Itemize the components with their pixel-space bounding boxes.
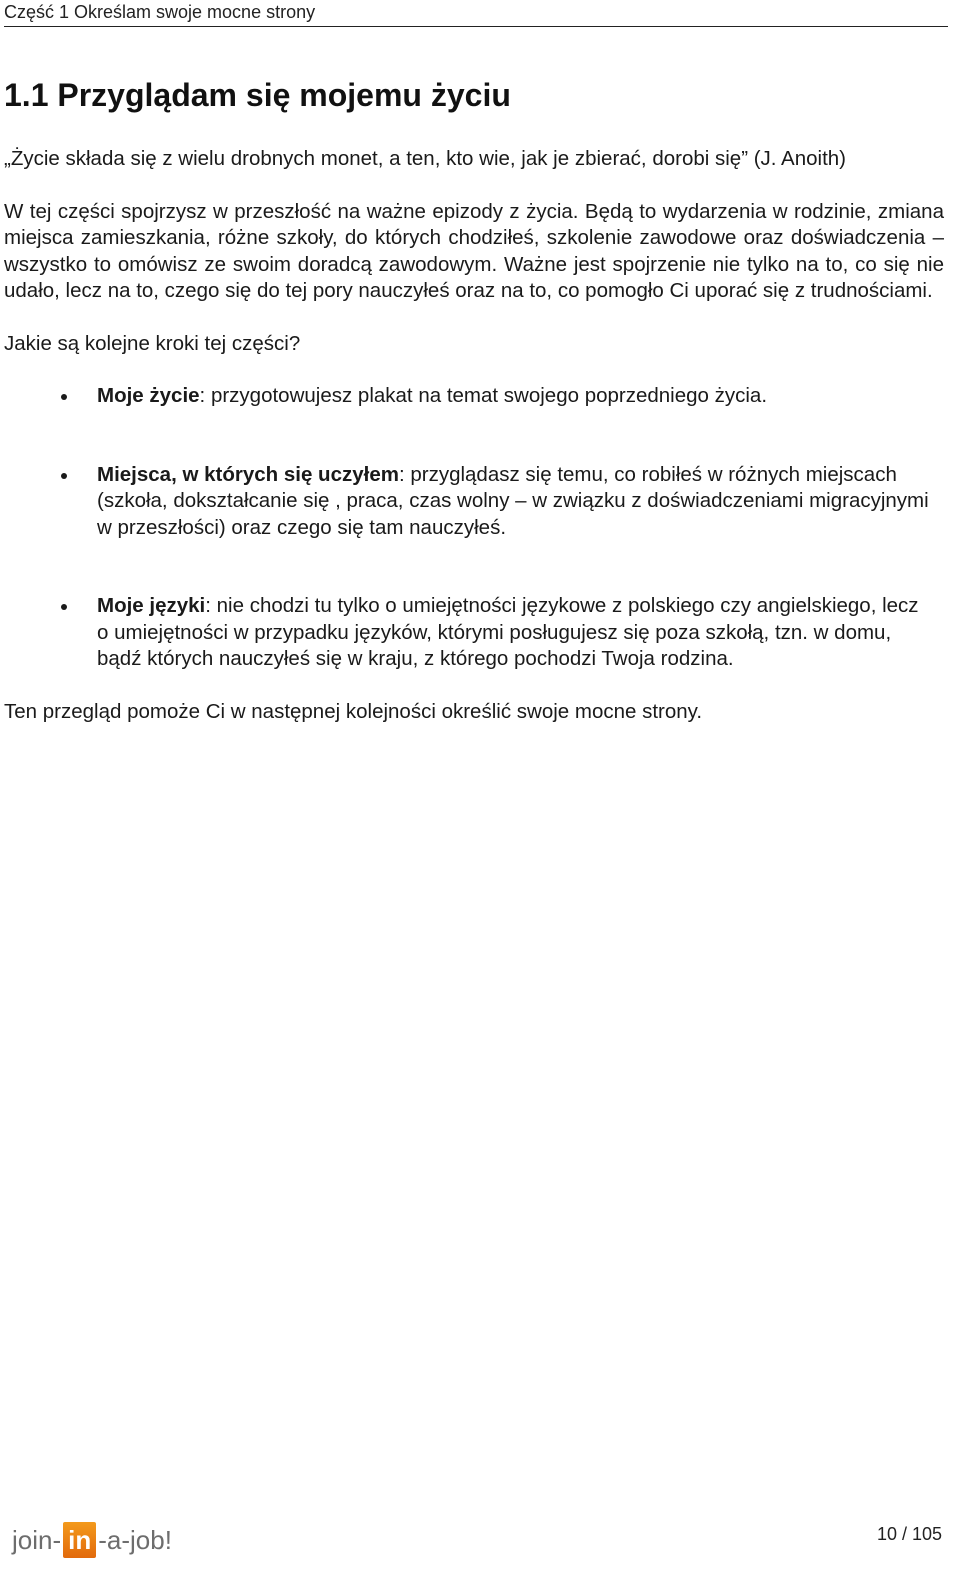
bullet-icon xyxy=(61,473,67,479)
running-header xyxy=(4,0,948,27)
running-title: Część 1 Określam swoje mocne strony xyxy=(4,2,316,22)
list-item xyxy=(4,593,930,673)
list-item xyxy=(4,462,930,542)
page-content xyxy=(4,74,944,725)
list-item xyxy=(4,383,930,410)
step-text: : przyglądasz się temu, co robiłeś w różnych miejscach (szkoła, dokształcanie się , praca, czas wolny – w związku z doświadczeniami migracyjnymi w przeszłości) oraz czego się tam nauczyłeś. xyxy=(97,462,929,539)
step-term: Miejsca, w których się uczyłem xyxy=(97,462,399,486)
closing-paragraph: Ten przegląd pomoże Ci w następnej kolejności określić swoje mocne strony. xyxy=(4,699,703,723)
step-term: Moje języki xyxy=(97,594,206,617)
logo-text-right: -a-job! xyxy=(98,1525,172,1555)
steps-question: Jakie są kolejne kroki tej części? xyxy=(4,331,301,355)
join-in-a-job-logo xyxy=(12,1520,172,1560)
logo-mark: in xyxy=(63,1522,96,1558)
bullet-icon xyxy=(61,394,67,400)
intro-paragraph: W tej części spojrzysz w przeszłość na ważne epizody z życia. Będą to wydarzenia w rodzinie, zmiana miejsca zamieszkania, różne szkoły, do których chodziłeś, szkolenie zawodowe oraz doświadczenia – wszystko to omówisz ze swoim doradcą zawodowym. Ważne jest spojrzenie nie tylko na to, co się nie udało, lecz na to, czego się do tej pory nauczyłeś oraz na to, co pomogło Ci uporać się z trudnościami. xyxy=(4,199,944,302)
epigraph-quote: „Życie składa się z wielu drobnych monet, a ten, kto wie, jak je zbierać, dorobi się” (J. Anoith) xyxy=(4,147,847,170)
bullet-icon xyxy=(61,604,67,610)
page-number: 10 / 105 xyxy=(876,1524,942,1544)
step-term: Moje życie xyxy=(97,384,200,407)
logo-text-left: join- xyxy=(12,1525,62,1555)
section-heading: 1.1 Przyglądam się mojemu życiu xyxy=(4,77,511,113)
step-text: : nie chodzi tu tylko o umiejętności językowe z polskiego czy angielskiego, lecz o umiejętności w przypadku języków, którymi posługujesz się poza szkołą, tzn. w domu, bądź których nauczyłeś się w kraju, z którego pochodzi Twoja rodzina. xyxy=(97,594,919,670)
step-text: : przygotowujesz plakat na temat swojego poprzedniego życia. xyxy=(199,384,768,407)
steps-list xyxy=(4,383,944,673)
